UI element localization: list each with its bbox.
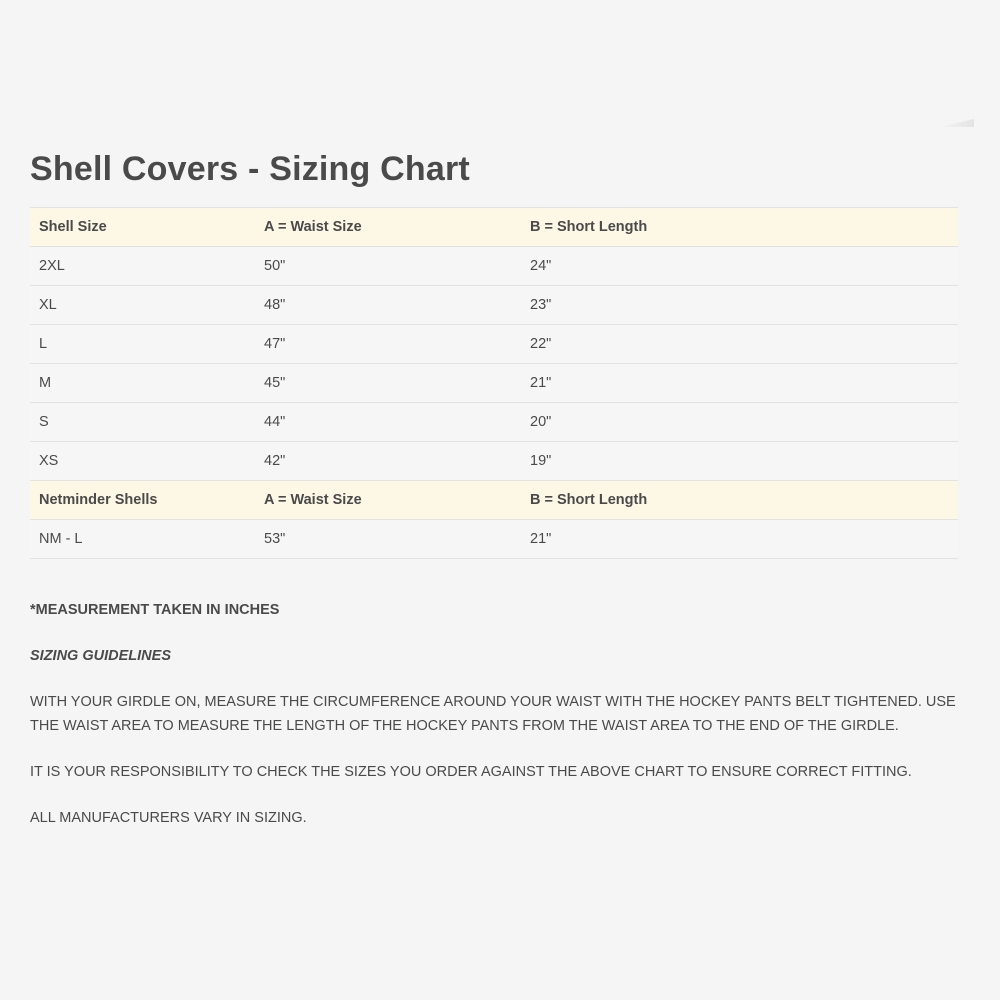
cell-size: M xyxy=(30,364,255,403)
guideline-text: WITH YOUR GIRDLE ON, MEASURE THE CIRCUMFERENCE AROUND YOUR WAIST WITH THE HOCKEY PANTS BELT TIGHTENED. USE THE WAIST AREA TO MEASURE THE LENGTH OF THE HOCKEY PANTS FROM THE WAIST AREA TO THE END OF THE GIRDLE. xyxy=(30,694,956,734)
cell-size: L xyxy=(30,325,255,364)
cell-size: NM - L xyxy=(30,520,255,559)
cell-length: 23" xyxy=(521,286,958,325)
cell-waist: 53" xyxy=(255,520,521,559)
header-cell-size: Netminder Shells xyxy=(30,481,255,520)
cell-waist: 42" xyxy=(255,442,521,481)
header-cell-length: B = Short Length xyxy=(521,208,958,247)
header-cell-length: B = Short Length xyxy=(521,481,958,520)
table-row xyxy=(30,520,958,559)
table-row xyxy=(30,403,958,442)
cell-length: 20" xyxy=(521,403,958,442)
table-row xyxy=(30,247,958,286)
table-row xyxy=(30,286,958,325)
table-row xyxy=(30,364,958,403)
table-row xyxy=(30,325,958,364)
cell-length: 21" xyxy=(521,364,958,403)
cell-size: 2XL xyxy=(30,247,255,286)
page-title: Shell Covers - Sizing Chart xyxy=(30,150,470,188)
cell-waist: 47" xyxy=(255,325,521,364)
cell-length: 21" xyxy=(521,520,958,559)
table-header-row xyxy=(30,208,958,247)
guideline-text: IT IS YOUR RESPONSIBILITY TO CHECK THE SIZES YOU ORDER AGAINST THE ABOVE CHART TO ENSURE CORRECT FITTING. xyxy=(30,764,912,780)
measurement-note: *MEASUREMENT TAKEN IN INCHES xyxy=(30,602,280,618)
sizing-notes xyxy=(30,598,960,852)
cell-waist: 44" xyxy=(255,403,521,442)
cell-size: XL xyxy=(30,286,255,325)
cell-waist: 45" xyxy=(255,364,521,403)
table-header-row xyxy=(30,481,958,520)
decorative-corner-shape xyxy=(940,119,974,127)
table-row xyxy=(30,442,958,481)
guideline-text: ALL MANUFACTURERS VARY IN SIZING. xyxy=(30,810,307,826)
header-cell-waist: A = Waist Size xyxy=(255,481,521,520)
cell-size: S xyxy=(30,403,255,442)
cell-length: 24" xyxy=(521,247,958,286)
cell-waist: 50" xyxy=(255,247,521,286)
header-cell-size: Shell Size xyxy=(30,208,255,247)
guidelines-heading: SIZING GUIDELINES xyxy=(30,648,171,664)
cell-length: 19" xyxy=(521,442,958,481)
cell-waist: 48" xyxy=(255,286,521,325)
header-cell-waist: A = Waist Size xyxy=(255,208,521,247)
cell-size: XS xyxy=(30,442,255,481)
sizing-table xyxy=(30,207,958,559)
cell-length: 22" xyxy=(521,325,958,364)
